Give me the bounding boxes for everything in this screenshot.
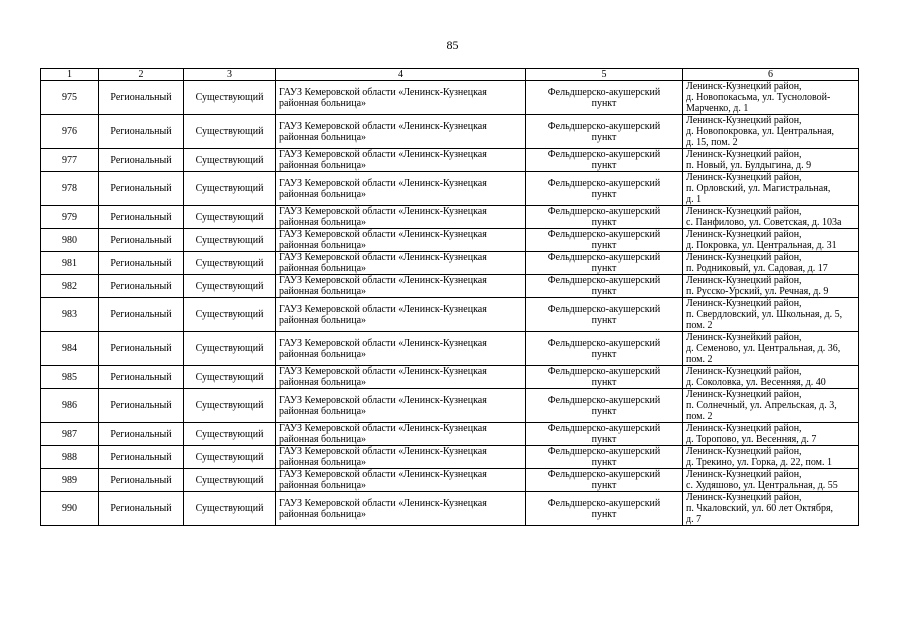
address-cell: [683, 332, 859, 366]
organization-line: ГАУЗ Кемеровской области «Ленинск-Кузнецкая: [279, 252, 487, 263]
facility-type-cell: [526, 423, 683, 446]
address-line: п. Родниковый, ул. Садовая, д. 17: [686, 263, 828, 274]
facility-type-cell: [526, 81, 683, 115]
address-line: пом. 2: [686, 320, 713, 331]
row-number: 982: [41, 275, 99, 298]
facility-type-line: Фельдшерско-акушерский: [547, 446, 661, 457]
table-body: [41, 81, 859, 526]
row-number: 976: [41, 115, 99, 149]
facility-type-line: Фельдшерско-акушерский: [547, 423, 661, 434]
facility-type-line: Фельдшерско-акушерский: [547, 86, 661, 98]
organization-line: районная больница»: [279, 217, 367, 228]
organization-line: районная больница»: [279, 457, 367, 468]
facility-type-line: пункт: [591, 508, 617, 520]
table-row: [41, 492, 859, 526]
address-line: Марченко, д. 1: [686, 103, 749, 114]
facility-type-cell: [526, 172, 683, 206]
status-cell: Существующий: [184, 423, 276, 446]
address-cell: [683, 206, 859, 229]
row-number: 985: [41, 366, 99, 389]
facility-type-line: пункт: [591, 240, 617, 251]
status-cell: Существующий: [184, 115, 276, 149]
facility-type-line: пункт: [591, 286, 617, 297]
organization-line: ГАУЗ Кемеровской области «Ленинск-Кузнецкая: [279, 303, 487, 315]
address-line: п. Свердловский, ул. Школьная, д. 5,: [686, 309, 843, 320]
table-row: [41, 206, 859, 229]
level-cell: Региональный: [99, 298, 184, 332]
address-line: Ленинск-Кузнецкий район,: [686, 298, 802, 309]
status-cell: Существующий: [184, 81, 276, 115]
address-cell: [683, 366, 859, 389]
table-row: [41, 172, 859, 206]
organization-line: ГАУЗ Кемеровской области «Ленинск-Кузнецкая: [279, 177, 487, 189]
table-row: [41, 446, 859, 469]
organization-cell: [276, 252, 526, 275]
status-cell: Существующий: [184, 332, 276, 366]
organization-line: ГАУЗ Кемеровской области «Ленинск-Кузнецкая: [279, 149, 487, 160]
table-row: [41, 366, 859, 389]
row-number: 986: [41, 389, 99, 423]
table-row: [41, 298, 859, 332]
level-cell: Региональный: [99, 492, 184, 526]
organization-cell: [276, 115, 526, 149]
address-line: с. Худяшово, ул. Центральная, д. 55: [686, 480, 838, 491]
facility-type-line: Фельдшерско-акушерский: [547, 120, 661, 132]
address-line: Ленинск-Кузнецкий район,: [686, 81, 802, 92]
table-row: [41, 115, 859, 149]
organization-cell: [276, 446, 526, 469]
table-row: [41, 332, 859, 366]
level-cell: Региональный: [99, 389, 184, 423]
address-line: Ленинск-Кузнецкий район,: [686, 206, 802, 217]
facility-type-line: пункт: [591, 314, 617, 326]
column-number: 4: [276, 69, 526, 81]
address-cell: [683, 446, 859, 469]
organization-line: ГАУЗ Кемеровской области «Ленинск-Кузнецкая: [279, 394, 487, 406]
organization-line: районная больница»: [279, 160, 367, 171]
facilities-table: [40, 68, 859, 526]
organization-line: ГАУЗ Кемеровской области «Ленинск-Кузнецкая: [279, 337, 487, 349]
status-cell: Существующий: [184, 149, 276, 172]
facility-type-line: пункт: [591, 377, 617, 388]
address-line: с. Панфилово, ул. Советская, д. 103а: [686, 217, 842, 228]
facility-type-line: пункт: [591, 217, 617, 228]
column-number: 3: [184, 69, 276, 81]
address-line: д. 7: [686, 514, 702, 525]
status-cell: Существующий: [184, 389, 276, 423]
organization-line: районная больница»: [279, 263, 367, 274]
row-number: 978: [41, 172, 99, 206]
facility-type-cell: [526, 229, 683, 252]
status-cell: Существующий: [184, 229, 276, 252]
address-line: п. Орловский, ул. Магистральная,: [686, 183, 831, 194]
address-line: Ленинск-Кузнецкий район,: [686, 172, 802, 183]
column-number: 1: [41, 69, 99, 81]
address-cell: [683, 423, 859, 446]
facility-type-cell: [526, 149, 683, 172]
address-cell: [683, 115, 859, 149]
organization-cell: [276, 389, 526, 423]
address-line: п. Русско-Урский, ул. Речная, д. 9: [686, 286, 829, 297]
row-number: 987: [41, 423, 99, 446]
organization-line: ГАУЗ Кемеровской области «Ленинск-Кузнецкая: [279, 366, 487, 377]
facility-type-cell: [526, 332, 683, 366]
organization-line: ГАУЗ Кемеровской области «Ленинск-Кузнецкая: [279, 423, 487, 434]
status-cell: Существующий: [184, 469, 276, 492]
facility-type-line: пункт: [591, 263, 617, 274]
level-cell: Региональный: [99, 446, 184, 469]
organization-line: районная больница»: [279, 434, 367, 445]
facility-type-line: Фельдшерско-акушерский: [547, 366, 661, 377]
organization-cell: [276, 366, 526, 389]
facility-type-line: пункт: [591, 188, 617, 200]
address-cell: [683, 252, 859, 275]
organization-cell: [276, 275, 526, 298]
facility-type-line: пункт: [591, 97, 617, 109]
facility-type-cell: [526, 446, 683, 469]
facility-type-cell: [526, 469, 683, 492]
level-cell: Региональный: [99, 115, 184, 149]
organization-line: районная больница»: [279, 131, 367, 143]
status-cell: Существующий: [184, 206, 276, 229]
address-cell: [683, 229, 859, 252]
facility-type-cell: [526, 298, 683, 332]
level-cell: Региональный: [99, 81, 184, 115]
address-cell: [683, 149, 859, 172]
level-cell: Региональный: [99, 172, 184, 206]
facility-type-line: пункт: [591, 348, 617, 360]
table-row: [41, 275, 859, 298]
row-number: 983: [41, 298, 99, 332]
facility-type-line: пункт: [591, 480, 617, 491]
column-number: 5: [526, 69, 683, 81]
organization-line: районная больница»: [279, 377, 367, 388]
level-cell: Региональный: [99, 423, 184, 446]
facility-type-cell: [526, 366, 683, 389]
row-number: 984: [41, 332, 99, 366]
organization-line: ГАУЗ Кемеровской области «Ленинск-Кузнецкая: [279, 120, 487, 132]
address-cell: [683, 492, 859, 526]
address-line: п. Новый, ул. Булдыгина, д. 9: [686, 160, 812, 171]
row-number: 989: [41, 469, 99, 492]
address-line: Ленинск-Кузнецкий район,: [686, 366, 802, 377]
level-cell: Региональный: [99, 252, 184, 275]
address-line: Ленинск-Кузнецкий район,: [686, 229, 802, 240]
address-line: Ленинск-Кузнецкий район,: [686, 252, 802, 263]
address-line: Ленинск-Кузнецкий район,: [686, 446, 802, 457]
organization-line: районная больница»: [279, 188, 367, 200]
facility-type-line: Фельдшерско-акушерский: [547, 252, 661, 263]
organization-cell: [276, 492, 526, 526]
row-number: 988: [41, 446, 99, 469]
organization-line: районная больница»: [279, 314, 367, 326]
organization-line: ГАУЗ Кемеровской области «Ленинск-Кузнецкая: [279, 469, 487, 480]
level-cell: Региональный: [99, 275, 184, 298]
organization-cell: [276, 81, 526, 115]
table-row: [41, 423, 859, 446]
address-cell: [683, 81, 859, 115]
address-line: д. Новопокровка, ул. Центральная,: [686, 126, 835, 137]
address-cell: [683, 469, 859, 492]
facility-type-line: Фельдшерско-акушерский: [547, 497, 661, 509]
organization-line: районная больница»: [279, 508, 367, 520]
facility-type-line: пункт: [591, 434, 617, 445]
facility-type-line: Фельдшерско-акушерский: [547, 469, 661, 480]
facility-type-cell: [526, 492, 683, 526]
status-cell: Существующий: [184, 252, 276, 275]
facility-type-cell: [526, 252, 683, 275]
facility-type-line: Фельдшерско-акушерский: [547, 149, 661, 160]
organization-cell: [276, 332, 526, 366]
organization-line: ГАУЗ Кемеровской области «Ленинск-Кузнецкая: [279, 229, 487, 240]
status-cell: Существующий: [184, 275, 276, 298]
organization-cell: [276, 229, 526, 252]
facility-type-cell: [526, 389, 683, 423]
facility-type-cell: [526, 206, 683, 229]
organization-cell: [276, 149, 526, 172]
address-line: Ленинск-Кузнецкий район,: [686, 469, 802, 480]
address-line: д. Трекино, ул. Горка, д. 22, пом. 1: [686, 457, 832, 468]
facility-type-line: пункт: [591, 131, 617, 143]
address-line: д. Соколовка, ул. Весенняя, д. 40: [686, 377, 826, 388]
address-cell: [683, 172, 859, 206]
address-line: Ленинск-Кузнецкий район,: [686, 492, 802, 503]
page-number: 85: [446, 38, 459, 52]
organization-line: районная больница»: [279, 480, 367, 491]
status-cell: Существующий: [184, 298, 276, 332]
address-line: Ленинск-Кузнецкий район,: [686, 149, 802, 160]
row-number: 990: [41, 492, 99, 526]
address-line: п. Солнечный, ул. Апрельская, д. 3,: [686, 400, 837, 411]
table-row: [41, 229, 859, 252]
address-line: Ленинск-Кузнецкий район,: [686, 389, 802, 400]
facility-type-cell: [526, 115, 683, 149]
organization-cell: [276, 423, 526, 446]
address-line: д. Семеново, ул. Центральная, д. 36,: [686, 343, 841, 354]
facility-type-cell: [526, 275, 683, 298]
row-number: 979: [41, 206, 99, 229]
table-row: [41, 149, 859, 172]
address-line: пом. 2: [686, 354, 713, 365]
organization-line: районная больница»: [279, 348, 367, 360]
address-line: Ленинск-Кузнецкий район,: [686, 275, 802, 286]
level-cell: Региональный: [99, 206, 184, 229]
organization-cell: [276, 469, 526, 492]
organization-line: районная больница»: [279, 286, 367, 297]
column-number: 6: [683, 69, 859, 81]
facility-type-line: Фельдшерско-акушерский: [547, 303, 661, 315]
facility-type-line: пункт: [591, 405, 617, 417]
facility-type-line: Фельдшерско-акушерский: [547, 206, 661, 217]
address-cell: [683, 275, 859, 298]
organization-line: ГАУЗ Кемеровской области «Ленинск-Кузнецкая: [279, 275, 487, 286]
facility-type-line: Фельдшерско-акушерский: [547, 394, 661, 406]
address-line: д. 15, пом. 2: [686, 137, 738, 148]
table-row: [41, 469, 859, 492]
table-row: [41, 81, 859, 115]
organization-line: ГАУЗ Кемеровской области «Ленинск-Кузнецкая: [279, 497, 487, 509]
row-number: 977: [41, 149, 99, 172]
address-cell: [683, 298, 859, 332]
address-line: д. Покровка, ул. Центральная, д. 31: [686, 240, 837, 251]
address-line: Ленинск-Кузнейкий район,: [686, 332, 802, 343]
table-row: [41, 252, 859, 275]
organization-cell: [276, 172, 526, 206]
organization-line: районная больница»: [279, 240, 367, 251]
facility-type-line: Фельдшерско-акушерский: [547, 177, 661, 189]
address-line: Ленинск-Кузнецкий район,: [686, 423, 802, 434]
organization-line: ГАУЗ Кемеровской области «Ленинск-Кузнецкая: [279, 446, 487, 457]
level-cell: Региональный: [99, 229, 184, 252]
status-cell: Существующий: [184, 446, 276, 469]
address-line: пом. 2: [686, 411, 713, 422]
organization-line: районная больница»: [279, 97, 367, 109]
status-cell: Существующий: [184, 172, 276, 206]
organization-line: районная больница»: [279, 405, 367, 417]
address-line: д. Торопово, ул. Весенняя, д. 7: [686, 434, 817, 445]
status-cell: Существующий: [184, 492, 276, 526]
level-cell: Региональный: [99, 332, 184, 366]
facility-type-line: пункт: [591, 457, 617, 468]
address-line: д. Новопокасьма, ул. Тусноловой-: [686, 92, 831, 103]
facility-type-line: пункт: [591, 160, 617, 171]
organization-line: ГАУЗ Кемеровской области «Ленинск-Кузнецкая: [279, 86, 487, 98]
level-cell: Региональный: [99, 366, 184, 389]
address-line: п. Чкаловский, ул. 60 лет Октября,: [686, 503, 834, 514]
level-cell: Региональный: [99, 149, 184, 172]
column-number: 2: [99, 69, 184, 81]
address-cell: [683, 389, 859, 423]
facility-type-line: Фельдшерско-акушерский: [547, 275, 661, 286]
facility-type-line: Фельдшерско-акушерский: [547, 337, 661, 349]
row-number: 981: [41, 252, 99, 275]
level-cell: Региональный: [99, 469, 184, 492]
organization-cell: [276, 298, 526, 332]
organization-cell: [276, 206, 526, 229]
facility-type-line: Фельдшерско-акушерский: [547, 229, 661, 240]
table-row: [41, 389, 859, 423]
status-cell: Существующий: [184, 366, 276, 389]
row-number: 980: [41, 229, 99, 252]
address-line: д. 1: [686, 194, 702, 205]
column-number-row: [41, 69, 859, 81]
organization-line: ГАУЗ Кемеровской области «Ленинск-Кузнецкая: [279, 206, 487, 217]
address-line: Ленинск-Кузнецкий район,: [686, 115, 802, 126]
row-number: 975: [41, 81, 99, 115]
